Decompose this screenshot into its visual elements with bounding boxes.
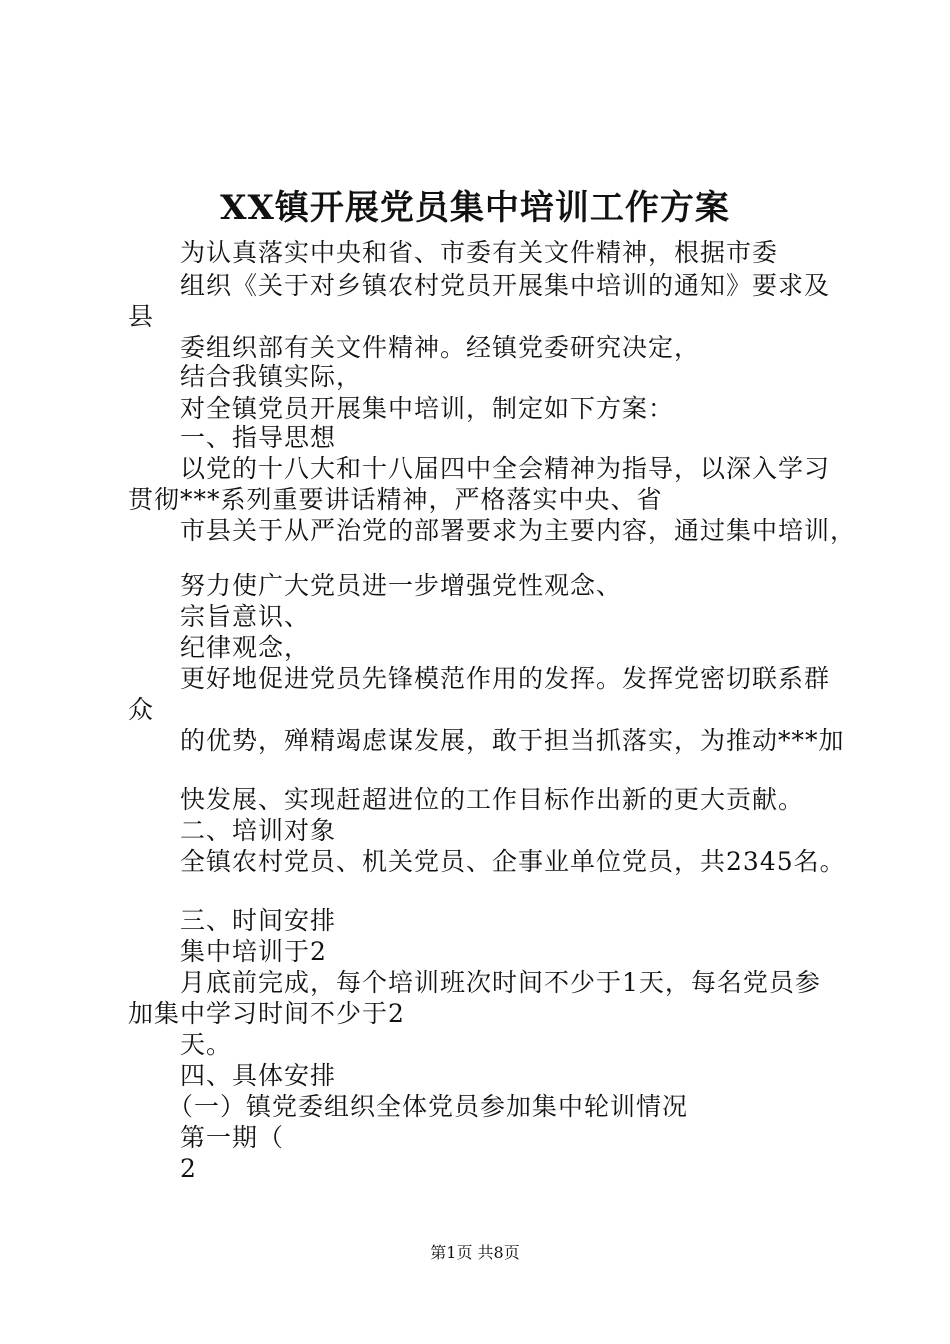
body-line: 月底前完成，每个培训班次时间不少于1天，每名党员参 xyxy=(180,968,821,997)
body-line: 市县关于从严治党的部署要求为主要内容，通过集中培训， xyxy=(180,516,857,545)
body-line: 天。 xyxy=(180,1030,233,1059)
body-line: 宗旨意识、 xyxy=(180,602,311,631)
section-heading: 二、培训对象 xyxy=(180,816,337,845)
document-title: XX镇开展党员集中培训工作方案 xyxy=(220,188,730,228)
section-heading: 三、时间安排 xyxy=(180,906,337,935)
body-line: 众 xyxy=(128,695,155,724)
body-line: 对全镇党员开展集中培训，制定如下方案： xyxy=(180,394,675,423)
body-line: 的优势，殚精竭虑谋发展，敢于担当抓落实，为推动***加 xyxy=(180,726,845,755)
body-line: 努力使广大党员进一步增强党性观念、 xyxy=(180,571,623,600)
body-line: 第一期（ xyxy=(180,1123,285,1152)
body-line: 贯彻***系列重要讲话精神，严格落实中央、省 xyxy=(128,485,663,514)
body-line: 组织《关于对乡镇农村党员开展集中培训的通知》要求及 xyxy=(180,271,831,300)
body-line: 快发展、实现赶超进位的工作目标作出新的更大贡献。 xyxy=(180,785,805,814)
body-line: 全镇农村党员、机关党员、企事业单位党员，共2345名。 xyxy=(180,847,846,876)
body-line: 委组织部有关文件精神。经镇党委研究决定， xyxy=(180,333,701,362)
body-line: 集中培训于2 xyxy=(180,937,327,966)
body-line: 以党的十八大和十八届四中全会精神为指导，以深入学习 xyxy=(180,454,831,483)
body-line: 为认真落实中央和省、市委有关文件精神，根据市委 xyxy=(180,238,779,267)
body-line: 加集中学习时间不少于2 xyxy=(128,999,405,1028)
body-line: 结合我镇实际， xyxy=(180,362,363,391)
body-line: 纪律观念， xyxy=(180,633,311,662)
body-line: 县 xyxy=(128,302,155,331)
body-line: 更好地促进党员先锋模范作用的发挥。发挥党密切联系群 xyxy=(180,664,831,693)
section-heading: 一、指导思想 xyxy=(180,423,337,452)
section-heading: 四、具体安排 xyxy=(180,1061,337,1090)
page-footer: 第1页 共8页 xyxy=(430,1243,520,1262)
subsection-heading: （一）镇党委组织全体党员参加集中轮训情况 xyxy=(168,1092,689,1121)
body-line: 2 xyxy=(180,1154,197,1183)
